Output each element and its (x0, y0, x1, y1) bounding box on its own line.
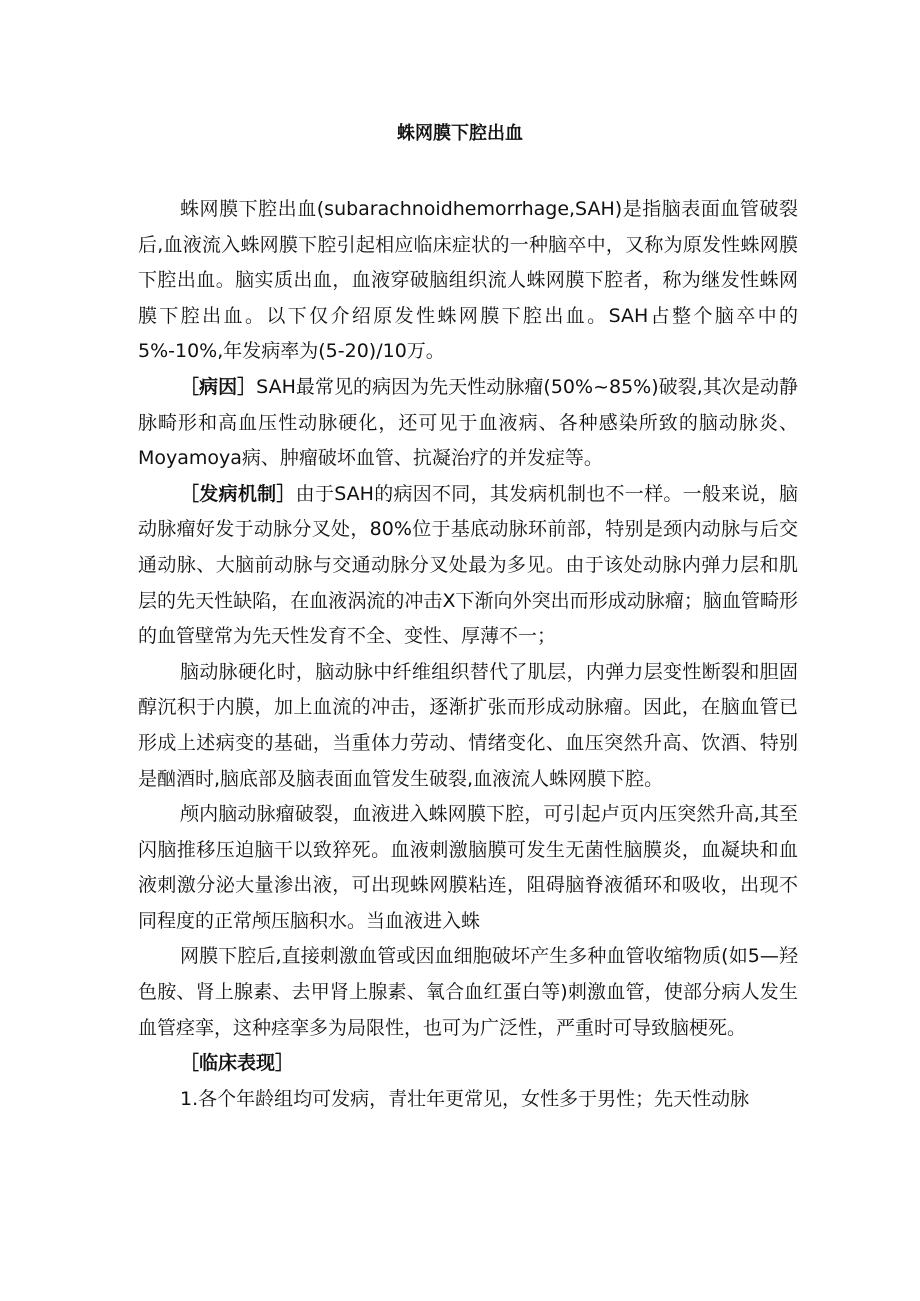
paragraph-text: 蛛网膜下腔出血(subarachnoidhemorrhage,SAH)是指脑表面血管破裂后,血液流入蛛网膜下腔引起相应临床症状的一种脑卒中，又称为原发性蛛网膜下腔出血。脑实质出血，血液穿破脑组织流人蛛网膜下腔者，称为继发性蛛网膜下腔出血。以下仅介绍原发性蛛网膜下腔出血。SAH占整个脑卒中的5%-10%,年发病率为(5-20)/10万。 (138, 198, 798, 363)
paragraph-text: 颅内脑动脉瘤破裂，血液进入蛛网膜下腔，可引起卢页内压突然升高,其至闪脑推移压迫脑干以致猝死。血液刺激脑膜可发生无菌性脑膜炎，血凝块和血液刺激分泌大量渗出液，可出现蛛网膜粘连，阻碍脑脊液循环和吸收，出现不同程度的正常颅压脑积水。当血液进入蛛 (138, 803, 798, 932)
paragraph-text: SAH最常见的病因为先天性动脉瘤(50%~85%)破裂,其次是动静脉畸形和高血压性动脉硬化，还可见于血液病、各种感染所致的脑动脉炎、Moyamoya病、肿瘤破坏血管、抗凝治疗的并发症等。 (138, 375, 798, 470)
paragraph-etiology (138, 370, 798, 477)
pathogenesis-heading: ［发病机制］ (180, 482, 296, 505)
paragraph-text: 网膜下腔后,直接刺激血管或因血细胞破坏产生多种血管收缩物质(如5—羟色胺、肾上腺素、去甲肾上腺素、氧合血红蛋白等)刺激血管，使部分病人发生血管痉挛，这种痉挛多为局限性，也可为广泛性，严重时可导致脑梗死。 (138, 945, 798, 1039)
paragraph-aneurysm-rupture (138, 797, 798, 939)
document-body (138, 192, 798, 1117)
document-title: 蛛网膜下腔出血 (397, 123, 523, 144)
paragraph-vasospasm (138, 939, 798, 1046)
paragraph-definition (138, 192, 798, 370)
paragraph-arteriosclerosis (138, 655, 798, 797)
paragraph-text: 脑动脉硬化时，脑动脉中纤维组织替代了肌层，内弹力层变性断裂和胆固醇沉积于内膜，加上血流的冲击，逐渐扩张而形成动脉瘤。因此，在脑血管已形成上述病变的基础，当重体力劳动、情绪变化、血压突然升高、饮酒、特别是酗酒时,脑底部及脑表面血管发生破裂,血液流人蛛网膜下腔。 (138, 660, 798, 790)
etiology-heading: ［病因］ (180, 375, 257, 398)
paragraph-text: 由于SAH的病因不同，其发病机制也不一样。一般来说，脑动脉瘤好发于动脉分叉处，80%位于基底动脉环前部，特别是颈内动脉与后交通动脉、大脑前动脉与交通动脉分叉处最为多见。由于该处动脉内弹力层和肌层的先天性缺陷，在血液涡流的冲击X下渐向外突出而形成动脉瘤；脑血管畸形的血管壁常为先天性发育不全、变性、厚薄不一； (138, 482, 798, 648)
clinical-manifestations-heading: ［临床表现］ (180, 1052, 295, 1075)
paragraph-pathogenesis (138, 477, 798, 655)
paragraph-clinical-1: 1.各个年龄组均可发病，青壮年更常见，女性多于男性；先天性动脉 (180, 1087, 750, 1110)
